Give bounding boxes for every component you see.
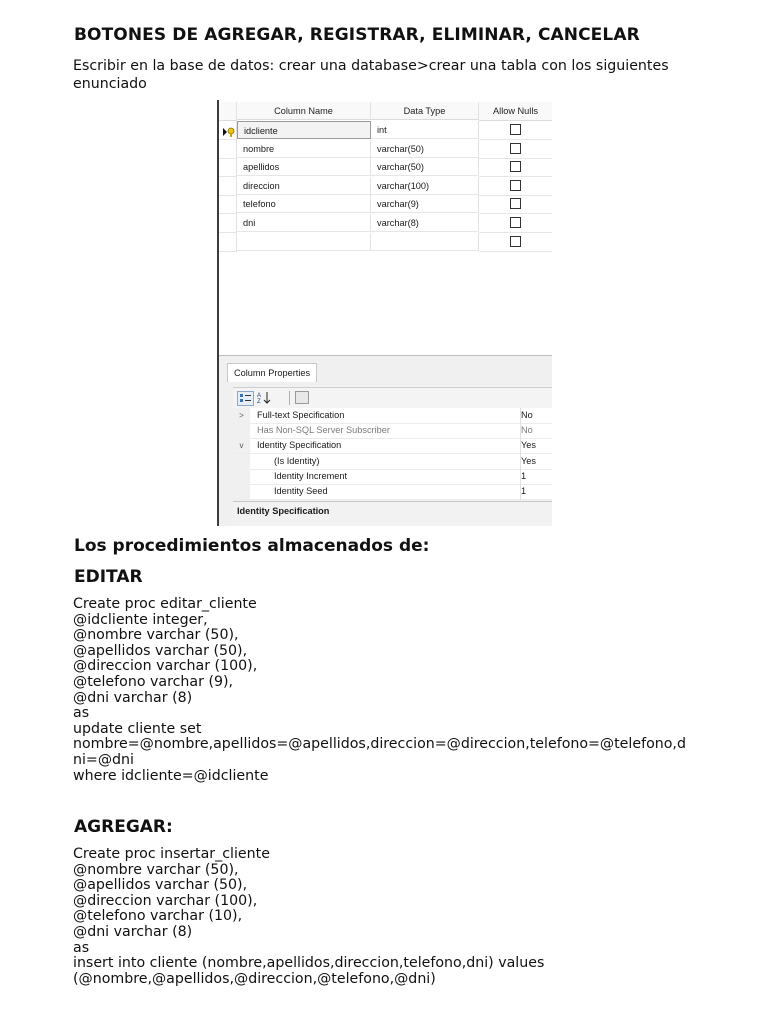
property-row[interactable]	[233, 454, 552, 470]
properties-toolbar	[233, 387, 552, 409]
header-column-name: Column Name	[237, 102, 371, 120]
property-value[interactable]: 1	[521, 470, 527, 481]
property-description-title: Identity Specification	[237, 506, 330, 516]
table-row[interactable]	[219, 140, 552, 158]
table-designer-screenshot	[217, 100, 552, 526]
header-allow-nulls: Allow Nulls	[479, 102, 552, 121]
data-type-cell[interactable]: int	[371, 121, 479, 139]
column-name-cell[interactable]: nombre	[237, 140, 371, 158]
table-row[interactable]	[219, 233, 552, 251]
code-line: Create proc editar_cliente	[73, 596, 257, 612]
property-value[interactable]: No	[521, 410, 533, 420]
header-data-type: Data Type	[371, 102, 479, 120]
allow-nulls-checkbox[interactable]	[510, 161, 521, 172]
code-line: @dni varchar (8)	[73, 924, 193, 940]
code-line: update cliente set	[73, 720, 202, 737]
property-row[interactable]	[233, 408, 552, 424]
table-row[interactable]	[219, 214, 552, 232]
code-line: @apellidos varchar (50),	[73, 877, 248, 894]
property-name: (Is Identity)	[274, 455, 320, 466]
column-name-cell[interactable]: apellidos	[237, 158, 371, 176]
expand-toggle-icon[interactable]	[233, 484, 250, 499]
allow-nulls-checkbox[interactable]	[510, 180, 521, 191]
property-description	[233, 501, 552, 526]
data-type-cell[interactable]: varchar(8)	[371, 214, 479, 232]
table-row[interactable]	[219, 158, 552, 176]
expand-toggle-icon[interactable]	[233, 423, 250, 438]
code-line: insert into cliente (nombre,apellidos,direccion,telefono,dni) values	[73, 955, 545, 972]
property-value[interactable]: Yes	[521, 455, 536, 466]
code-line: ni=@dni	[73, 752, 134, 768]
column-name-cell[interactable]: telefono	[237, 195, 371, 213]
table-row[interactable]	[219, 195, 552, 213]
data-type-cell[interactable]: varchar(50)	[371, 140, 479, 158]
property-value[interactable]: Yes	[521, 440, 536, 451]
sort-alphabetical-icon[interactable]	[257, 391, 272, 404]
column-name-cell[interactable]: dni	[237, 214, 371, 232]
column-name-cell[interactable]: direccion	[237, 177, 371, 195]
property-name: Identity Increment	[274, 470, 348, 481]
data-type-cell[interactable]	[371, 233, 479, 251]
expand-toggle-icon[interactable]	[233, 469, 250, 484]
code-line: @telefono varchar (9),	[73, 674, 234, 690]
table-row[interactable]	[219, 121, 552, 139]
property-row[interactable]	[233, 469, 552, 485]
expand-toggle-icon[interactable]: >	[233, 408, 250, 423]
allow-nulls-checkbox[interactable]	[510, 217, 521, 228]
data-type-cell[interactable]: varchar(100)	[371, 177, 479, 195]
code-line: @telefono varchar (10),	[73, 908, 243, 925]
section-title: Los procedimientos almacenados de:	[74, 536, 430, 556]
grid-header-row	[219, 102, 552, 120]
allow-nulls-checkbox[interactable]	[510, 236, 521, 247]
page-heading: BOTONES DE AGREGAR, REGISTRAR, ELIMINAR, CANCELAR	[74, 25, 640, 45]
column-name-cell[interactable]	[237, 233, 371, 251]
property-name: Identity Specification	[257, 440, 342, 451]
code-line: @nombre varchar (50),	[73, 627, 239, 644]
tab-column-properties[interactable]: Column Properties	[227, 363, 317, 382]
code-line: @direccion varchar (100),	[73, 892, 258, 909]
allow-nulls-checkbox[interactable]	[510, 143, 521, 154]
svg-text:Z: Z	[257, 399, 261, 404]
property-row[interactable]	[233, 484, 552, 500]
code-line: as	[73, 939, 90, 956]
property-pages-icon[interactable]	[295, 391, 309, 404]
data-type-cell[interactable]: varchar(9)	[371, 195, 479, 213]
code-line: @nombre varchar (50),	[73, 861, 239, 878]
property-name: Identity Seed	[274, 486, 328, 496]
code-line: (@nombre,@apellidos,@direccion,@telefono,@dni)	[73, 970, 436, 987]
property-name: Full-text Specification	[257, 410, 345, 420]
property-value[interactable]: No	[521, 425, 533, 436]
svg-text:A: A	[257, 393, 262, 399]
column-name-cell[interactable]: idcliente	[237, 121, 371, 139]
property-name: Has Non-SQL Server Subscriber	[257, 425, 390, 436]
categorized-icon[interactable]	[237, 391, 254, 406]
properties-list	[233, 408, 552, 500]
code-line: as	[73, 705, 90, 722]
code-line: @idcliente integer,	[73, 611, 208, 628]
editar-title: EDITAR	[74, 567, 143, 587]
code-line: @dni varchar (8)	[73, 689, 193, 706]
property-value[interactable]: 1	[521, 486, 527, 496]
code-line: Create proc insertar_cliente	[73, 846, 270, 862]
intro-paragraph: Escribir en la base de datos: crear una database>crear una tabla con los siguientes enunciado	[73, 58, 669, 92]
allow-nulls-checkbox[interactable]	[510, 198, 521, 209]
agregar-title: AGREGAR:	[74, 817, 173, 837]
table-row[interactable]	[219, 177, 552, 195]
data-type-cell[interactable]: varchar(50)	[371, 158, 479, 176]
allow-nulls-checkbox[interactable]	[510, 124, 521, 135]
property-row[interactable]	[233, 423, 552, 439]
code-line: where idcliente=@idcliente	[73, 767, 269, 784]
code-line: @apellidos varchar (50),	[73, 642, 248, 659]
expand-toggle-icon[interactable]: v	[233, 438, 250, 453]
code-line: @direccion varchar (100),	[73, 658, 258, 675]
code-line: nombre=@nombre,apellidos=@apellidos,direccion=@direccion,telefono=@telefono,d	[73, 736, 686, 753]
expand-toggle-icon[interactable]	[233, 454, 250, 469]
property-row[interactable]	[233, 438, 552, 454]
